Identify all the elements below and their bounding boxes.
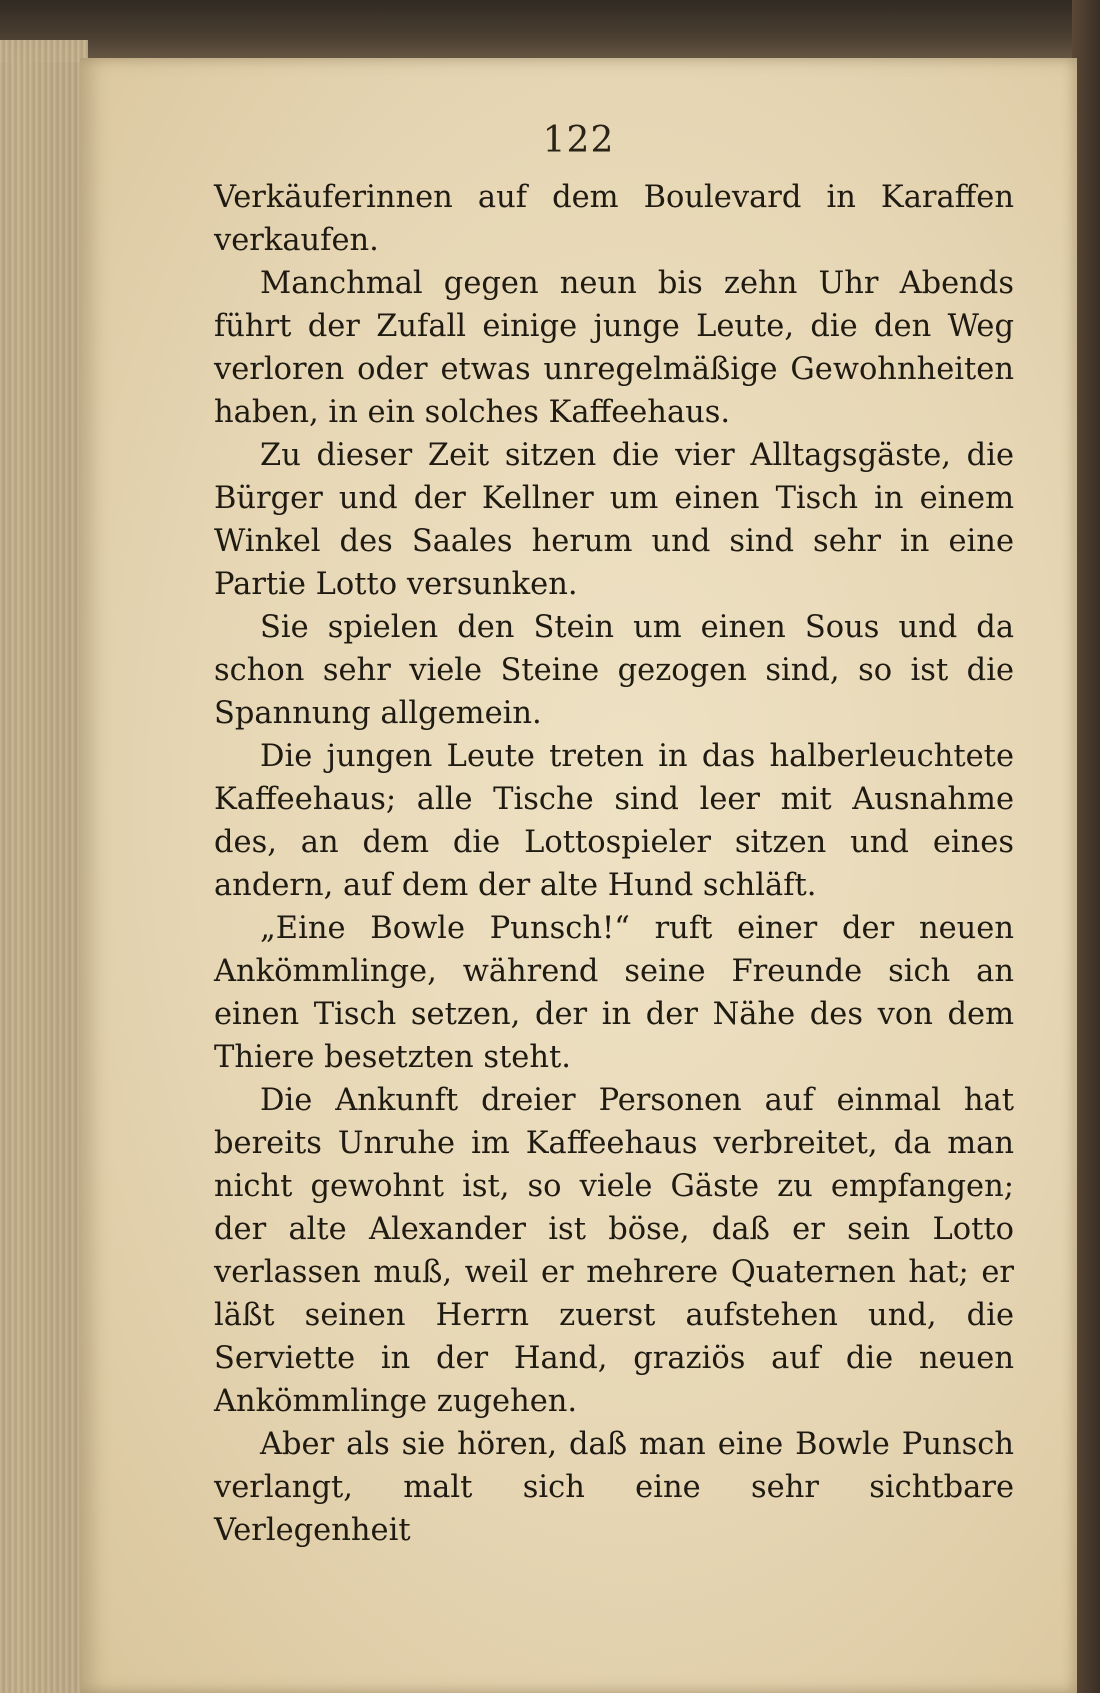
paragraph: Verkäuferinnen auf dem Boulevard in Karaffen verkaufen. [214, 180, 1014, 258]
page-number: 122 [542, 120, 615, 161]
paragraph: Zu dieser Zeit sitzen die vier Alltagsgäste, die Bürger und der Kellner um einen Tisch in einem Winkel des Saales herum und sind sehr in eine Partie Lotto versunken. [214, 438, 1014, 602]
paragraph: Die Ankunft dreier Personen auf einmal hat bereits Unruhe im Kaffeehaus verbreitet, da man nicht gewohnt ist, so viele Gäste zu empfangen; der alte Alexander ist böse, daß er sein Lotto verlassen muß, weil er mehrere Quaternen hat; er läßt seinen Herrn zuerst aufstehen und, die Serviette in der Hand, graziös auf die neuen Ankömmlinge zugehen. [214, 1083, 1014, 1419]
stacked-page-edges [0, 40, 88, 1693]
book-page [80, 58, 1077, 1693]
paragraph: „Eine Bowle Punsch!“ ruft einer der neuen Ankömmlinge, während seine Freunde sich an einen Tisch setzen, der in der Nähe des von dem Thiere besetzten steht. [214, 911, 1014, 1075]
paragraph: Aber als sie hören, daß man eine Bowle Punsch verlangt, malt sich eine sehr sichtbare Verlegenheit [214, 1427, 1014, 1548]
paragraph: Die jungen Leute treten in das halberleuchtete Kaffeehaus; alle Tische sind leer mit Ausnahme des, an dem die Lottospieler sitzen und eines andern, auf dem der alte Hund schläft. [214, 739, 1014, 903]
paragraph: Manchmal gegen neun bis zehn Uhr Abends führt der Zufall einige junge Leute, die den Weg verloren oder etwas unregelmäßige Gewohnheiten haben, in ein solches Kaffeehaus. [214, 266, 1014, 430]
page-text [214, 176, 1014, 1552]
book-cover-top-edge [0, 0, 1100, 62]
paragraph: Sie spielen den Stein um einen Sous und da schon sehr viele Steine gezogen sind, so ist die Spannung allgemein. [214, 610, 1014, 731]
